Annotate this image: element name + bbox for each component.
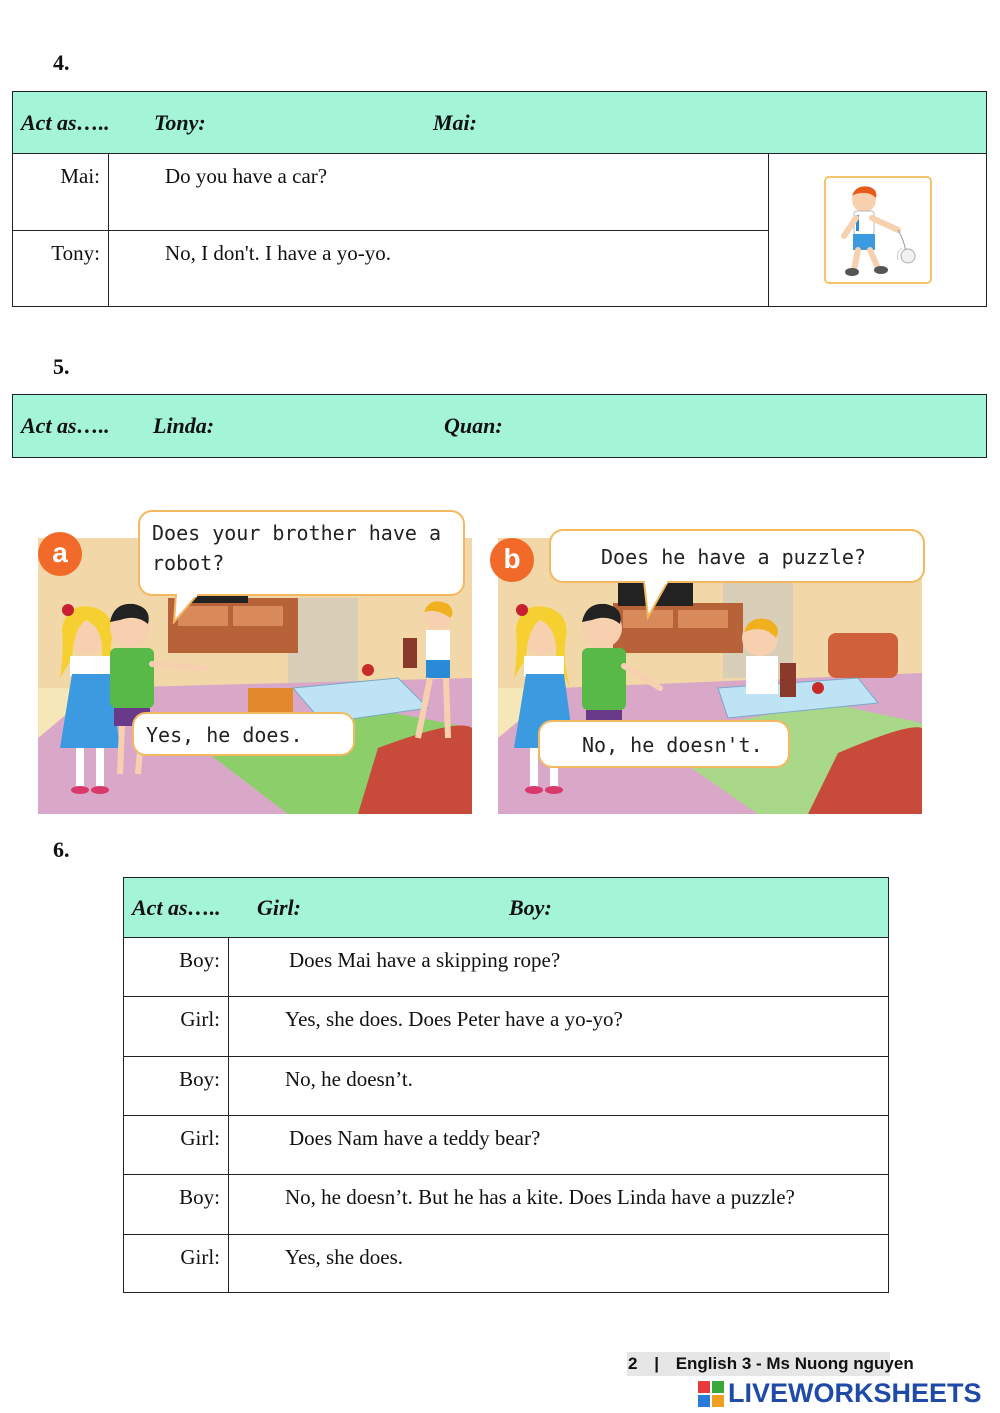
boy-with-yoyo-illustration [824,176,932,284]
bubble-tail-icon [170,594,210,624]
line-cell: No, he doesn’t. [229,1057,889,1116]
panel-a-question-line-1: Does your brother have a [152,521,441,545]
table-row [13,154,987,231]
liveworksheets-logo [698,1378,982,1410]
line-cell: Yes, she does. [229,1235,889,1293]
speaker-cell: Girl: [124,997,229,1057]
table-row [124,938,889,997]
act-as-header-5 [12,394,987,458]
act-as-header-4 [12,91,987,154]
section-number-6: 6. [53,837,70,862]
page-number: 2 [628,1354,638,1373]
line-cell: No, he doesn’t. But he has a kite. Does Linda have a puzzle? [229,1175,889,1235]
speaker-cell: Boy: [124,1175,229,1235]
role-2-label: Mai: [433,109,477,135]
act-as-label: Act as….. [132,894,221,920]
line-cell: Does Nam have a teddy bear? [229,1116,889,1175]
panel-b-answer-bubble: No, he doesn't. [538,720,790,768]
act-as-label: Act as….. [21,413,110,438]
logo-text: LIVEWORKSHEETS [728,1378,982,1408]
speaker-cell: Boy: [124,938,229,997]
line-cell: Does Mai have a skipping rope? [229,938,889,997]
dialogue-table-6 [123,937,889,1293]
panel-a-question-bubble [138,510,465,596]
speaker-cell: Mai: [13,154,109,231]
image-cell [769,154,987,307]
role-1-label: Girl: [257,894,301,920]
line-cell: Yes, she does. Does Peter have a yo-yo? [229,997,889,1057]
act-as-label: Act as….. [21,109,110,135]
role-1-label: Tony: [154,109,206,135]
footer-separator: | [654,1354,659,1373]
role-2-label: Quan: [444,413,503,438]
panel-a-answer-bubble: Yes, he does. [132,712,355,756]
panel-a-question-line-2: robot? [152,551,225,575]
section-number-4: 4. [53,50,70,75]
line-cell: No, I don't. I have a yo-yo. [109,231,769,307]
table-row [124,1057,889,1116]
panel-b-question-bubble: Does he have a puzzle? [549,529,925,583]
line-cell: Do you have a car? [109,154,769,231]
speaker-cell: Girl: [124,1116,229,1175]
table-row [124,1116,889,1175]
table-row [124,997,889,1057]
table-row [124,1175,889,1235]
page-footer [627,1352,914,1376]
dialogue-table-4 [12,153,987,307]
bubble-tail-icon [640,581,680,621]
footer-title: English 3 - Ms Nuong nguyen [675,1354,914,1373]
liveworksheets-logo-icon [698,1381,724,1407]
speaker-cell: Girl: [124,1235,229,1293]
section-number-5: 5. [53,354,70,379]
panel-a-badge: a [38,532,82,576]
speaker-cell: Boy: [124,1057,229,1116]
speaker-cell: Tony: [13,231,109,307]
panel-b-badge: b [490,538,534,582]
role-2-label: Boy: [509,894,552,920]
act-as-header-6 [123,877,889,938]
role-1-label: Linda: [153,413,215,438]
table-row [124,1235,889,1293]
